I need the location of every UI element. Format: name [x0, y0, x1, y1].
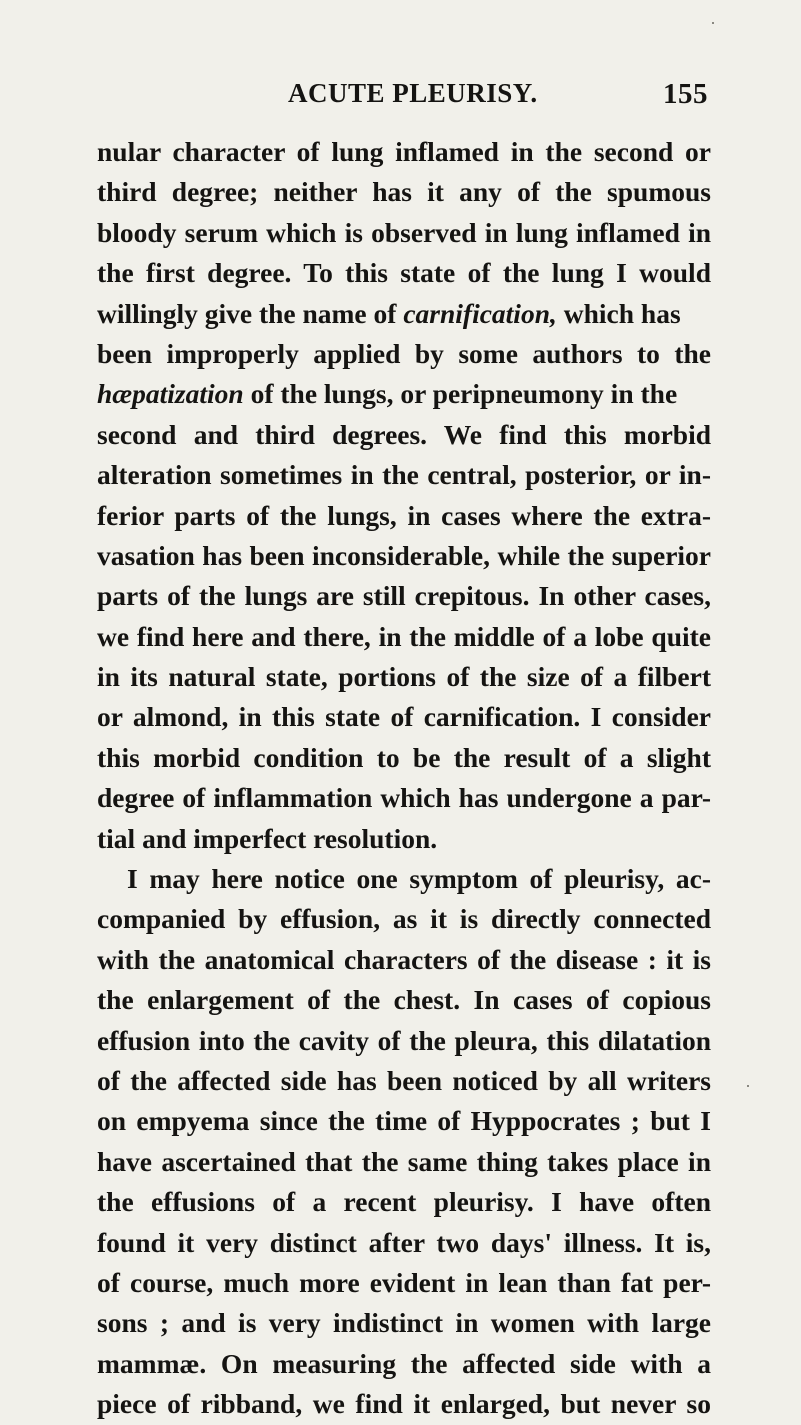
- text-line: sons ; and is very indistinct in women with large: [97, 1307, 711, 1339]
- text-line: with the anatomical characters of the disease : it is: [97, 943, 711, 975]
- text-line: the first degree. To this state of the lung I would: [97, 257, 711, 289]
- body-text: [97, 132, 711, 1425]
- text-line: the effusions of a recent pleurisy. I have often: [97, 1186, 711, 1218]
- running-head: [288, 78, 708, 114]
- text-line: been improperly applied by some authors to the: [97, 337, 711, 369]
- text-line: of the affected side has been noticed by all writers: [97, 1064, 711, 1096]
- text-line: hæpatization of the lungs, or peripneumony in the: [97, 378, 678, 410]
- text-line: alteration sometimes in the central, posterior, or in-: [97, 459, 711, 491]
- paper-speck: [712, 22, 714, 24]
- page-number: 155: [663, 78, 708, 110]
- text-line: in its natural state, portions of the size of a filbert: [97, 661, 711, 693]
- text-line: of course, much more evident in lean than fat per-: [97, 1266, 711, 1298]
- text-line: this morbid condition to be the result of a slight: [97, 741, 711, 773]
- text-line: second and third degrees. We find this morbid: [97, 418, 711, 450]
- text-line: mammæ. On measuring the affected side with a: [97, 1347, 711, 1379]
- italic-term: hæpatization: [97, 378, 244, 410]
- text-line: degree of inflammation which has undergone a par-: [97, 782, 711, 814]
- text-line: or almond, in this state of carnification. I consider: [97, 701, 711, 733]
- text-line: have ascertained that the same thing takes place in: [97, 1145, 711, 1177]
- running-title: ACUTE PLEURISY.: [288, 78, 538, 108]
- text-line: the enlargement of the chest. In cases of copious: [97, 984, 711, 1016]
- text-line: third degree; neither has it any of the spumous: [97, 176, 711, 208]
- italic-term: carnification,: [403, 297, 557, 329]
- text-line: vasation has been inconsiderable, while the superior: [97, 539, 711, 571]
- text-line: on empyema since the time of Hyppocrates ; but I: [97, 1105, 711, 1137]
- text-line: willingly give the name of carnification, which has: [97, 297, 681, 329]
- text-line: parts of the lungs are still crepitous. In other cases,: [97, 580, 711, 612]
- text-line: found it very distinct after two days' illness. It is,: [97, 1226, 711, 1258]
- paper-speck: [747, 1085, 749, 1087]
- text-line: piece of ribband, we find it enlarged, but never so: [97, 1388, 711, 1420]
- text-line: tial and imperfect resolution.: [97, 822, 438, 854]
- text-line: companied by effusion, as it is directly connected: [97, 903, 711, 935]
- text-line: ferior parts of the lungs, in cases where the extra-: [97, 499, 711, 531]
- text-line: nular character of lung inflamed in the second or: [97, 136, 711, 167]
- text-line: I may here notice one symptom of pleurisy, ac-: [127, 863, 711, 895]
- text-line: effusion into the cavity of the pleura, this dilatation: [97, 1024, 711, 1056]
- text-line: bloody serum which is observed in lung inflamed in: [97, 216, 711, 248]
- text-line: we find here and there, in the middle of a lobe quite: [97, 620, 711, 652]
